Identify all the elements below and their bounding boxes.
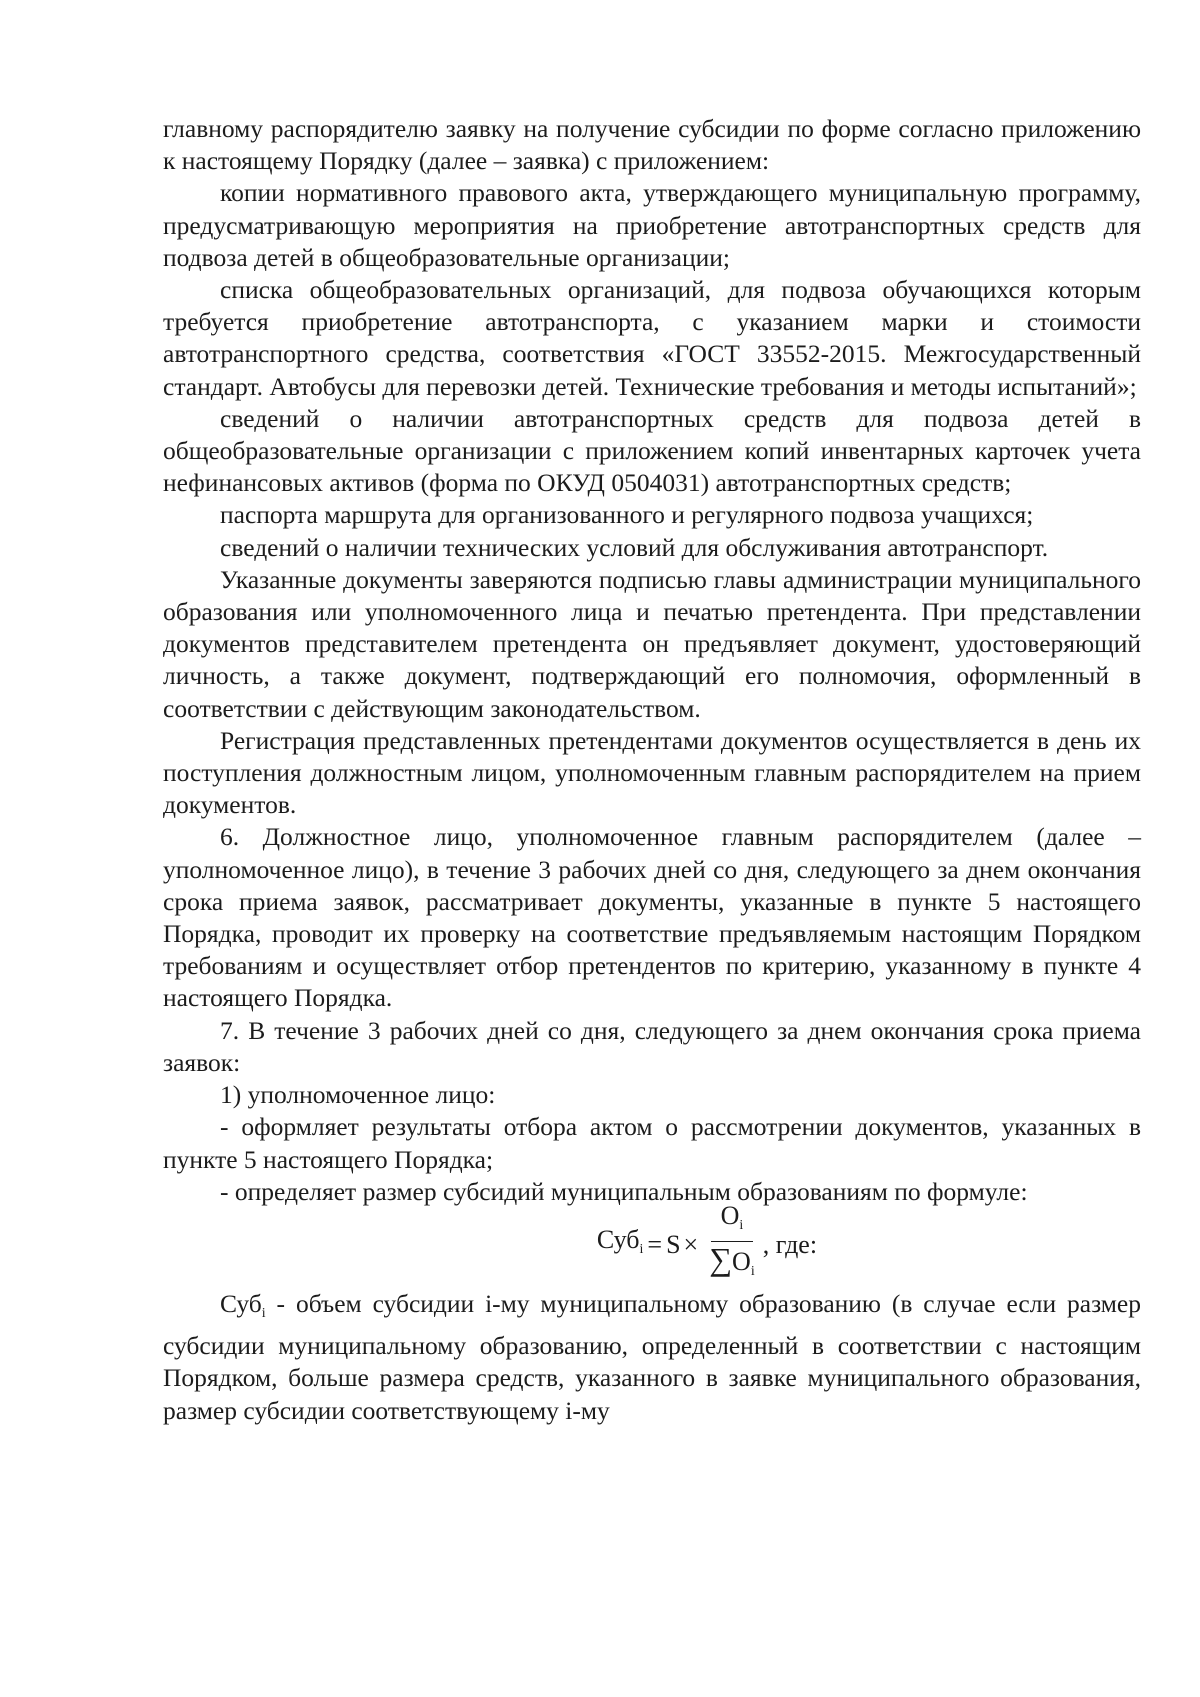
paragraph-p10: 1) уполномоченное лицо: [220, 1080, 496, 1110]
paragraph-subsidy-definition: Суб$_i$ - объем субсидии i-му муниципальному образованию (в случае если размер субсидии муниципальному образованию, определенный в соответствии с настоящим Порядком, больше размера средств, указанного в заявке муниципального образования, размер субсидии соответствующему i-му [163, 1288, 1141, 1425]
paragraph-p7: Регистрация представленных претендентами документов осуществляется в день их поступления должностным лицом, уполномоченным главным распорядителем на прием документов. [163, 725, 1141, 820]
formula-numerator: $O_i$ [711, 1201, 754, 1242]
paragraph-p8: 6. Должностное лицо, уполномоченное главным распорядителем (далее – уполномоченное лицо), в течение 3 рабочих дней со дня, следующего за днем окончания срока приема заявок, рассматривает документы, указанные в пункте 5 настоящего Порядка, проводит их проверку на соответствие предъявляемым настоящим Порядком требованиям и осуществляет отбор претендентов по критерию, указанному в пункте 4 настоящего Порядка. [163, 822, 1141, 1013]
sigma-symbol: ∑ [709, 1240, 733, 1277]
formula-s: S [666, 1229, 681, 1259]
paragraph-p9: 7. В течение 3 рабочих дней со дня, следующего за днем окончания срока приема заявок: [163, 1015, 1141, 1077]
formula-times: × [683, 1229, 699, 1259]
formula-equals: = [647, 1229, 663, 1259]
paragraph-p1: копии нормативного правового акта, утверждающего муниципальную программу, предусматривающую мероприятия на приобретение автотранспортных средств для подвоза детей в общеобразовательные организации; [163, 178, 1141, 272]
paragraph-p2: списка общеобразовательных организаций, для подвоза обучающихся которым требуется приобретение автотранспорта, с указанием марки и стоимости автотранспортного средства, соответствия «ГОСТ 33552-2015. Межгосударственный стандарт. Автобусы для перевозки детей. Технические требования и методы испытаний»; [163, 275, 1141, 401]
paragraph-p6: Указанные документы заверяются подписью главы администрации муниципального образования или уполномоченного лица и печатью претендента. При представлении документов представителем претендента он предъявляет документ, удостоверяющий личность, а также документ, подтверждающий его полномочия, оформленный в соответствии с действующим законодательством. [163, 564, 1141, 723]
document-page [163, 113, 1141, 1427]
paragraph-p5: сведений о наличии технических условий для обслуживания автотранспорт. [220, 532, 1049, 562]
formula-expression [597, 1201, 817, 1289]
paragraph-p3: сведений о наличии автотранспортных средств для подвоза детей в общеобразовательные организации с приложением копий инвентарных карточек учета нефинансовых активов (форма по ОКУД 0504031) автотранспортных средств; [163, 403, 1141, 498]
subsidy-formula [163, 1200, 1141, 1280]
formula-suffix: , где: [762, 1229, 818, 1259]
paragraph-p11: - оформляет результаты отбора актом о рассмотрении документов, указанных в пункте 5 настоящего Порядка; [163, 1112, 1141, 1174]
paragraph-p4: паспорта маршрута для организованного и регулярного подвоза учащихся; [220, 500, 1034, 530]
document-body [163, 113, 1141, 1208]
formula-fraction [703, 1201, 760, 1289]
paragraph-p0: главному распорядителю заявку на получение субсидии по форме согласно приложению к настоящему Порядку (далее – заявка) с приложением: [163, 114, 1141, 176]
formula-denominator: $\sum O_i$ [709, 1240, 755, 1279]
formula-lhs: Суб$_i$ [596, 1224, 644, 1257]
paragraph-p12: - определяет размер субсидий муниципальным образованиям по формуле: [220, 1176, 1028, 1206]
